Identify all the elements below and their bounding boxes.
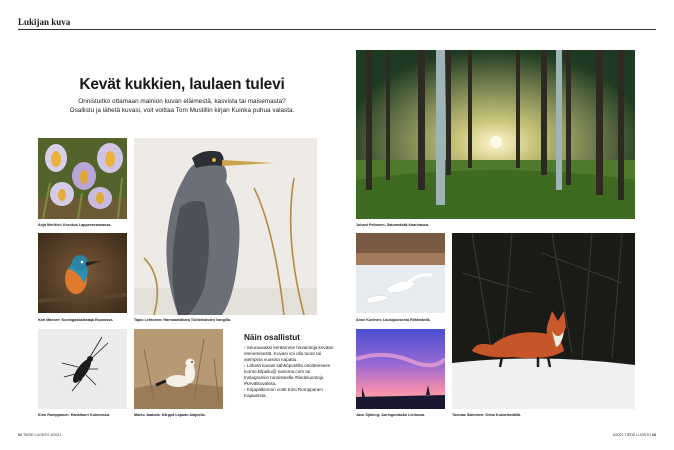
photo-fox bbox=[452, 233, 635, 409]
footer-right bbox=[613, 433, 656, 437]
caption-insect: Kirsi Romppanen: Hankikorri Kuhmossa. bbox=[38, 413, 110, 417]
photo-forest bbox=[356, 50, 635, 219]
footer-left-magazine: TIEDE LUONTO bbox=[22, 433, 50, 437]
caption-sunrise: Jasu Sjöberg: Auringonlasku Liedossa. bbox=[356, 413, 426, 417]
caption-heron: Tapio Lehtonen: Harmaahaikara Töölönlahden hangilla. bbox=[134, 318, 232, 322]
footer-right-issue: 3/2021 bbox=[612, 433, 624, 437]
photo-heron bbox=[134, 138, 317, 315]
participate-bullet-2: › Lähetä kuvasi sähköpostilla osoitteeseen luonto.kilpailu@ sanoma.com tai Instagramiin tunnisteella #tiedeluontoja #kevätkuvakisa. bbox=[244, 363, 331, 386]
intro-line-2: Osallistu ja lähetä kuvasi, voit voittaa Tom Mustillin kirjan Kuinka puhua valasta. bbox=[69, 107, 295, 115]
footer-left-issue: 3/2021 bbox=[50, 433, 62, 437]
caption-swans: Anne Kuvinen: Laulujoutsenia Riihimäellä. bbox=[356, 318, 431, 322]
participate-bullet-3: › Kirjapalkinnon voitti Kirsi Romppanen Kajaanista. bbox=[244, 387, 323, 398]
photo-kingfisher bbox=[38, 233, 127, 313]
article-intro bbox=[40, 97, 324, 115]
header-rule bbox=[18, 29, 656, 30]
photo-swans bbox=[356, 233, 445, 313]
photo-sunrise bbox=[356, 329, 445, 409]
intro-line-1: Onnistuitko ottamaan mainion kuvan eläimestä, kasvista tai maisemasta? bbox=[78, 98, 286, 105]
participate-bullet-1: › Seuraavaksi keräämme havaintoja kevään etenemisestä. Kuvasi voi olla tuore tai aiempina vuosina napattu. bbox=[244, 345, 334, 362]
footer-right-magazine: TIEDE LUONTO bbox=[624, 433, 651, 437]
caption-fox: Tuomas Salminen: Kettu Kukonkedällä. bbox=[452, 413, 521, 417]
footer-left-page-number: 62 bbox=[18, 433, 22, 437]
caption-kingfisher: Kari Manner: Kuningaskalastaja Espoossa. bbox=[38, 318, 114, 322]
article-title: Kevät kukkien, laulaen tulevi bbox=[79, 76, 285, 93]
section-label: Lukijan kuva bbox=[18, 17, 71, 27]
participate-text bbox=[244, 345, 334, 399]
photo-crocus bbox=[38, 138, 127, 219]
photo-stoat bbox=[134, 329, 223, 409]
footer-right-page-number: 63 bbox=[652, 433, 656, 437]
photo-insect bbox=[38, 329, 127, 409]
participate-title: Näin osallistut bbox=[244, 333, 300, 342]
caption-crocus: Anja Merikivi: Krookus Lappeenrannassa. bbox=[38, 223, 112, 227]
caption-stoat: Marko Jaakola: Kärppä Lapuan Alajoella. bbox=[134, 413, 206, 417]
caption-forest: Juhani Peltonen: Satumetsää Kaarinassa. bbox=[356, 223, 430, 227]
footer-left bbox=[18, 433, 61, 437]
